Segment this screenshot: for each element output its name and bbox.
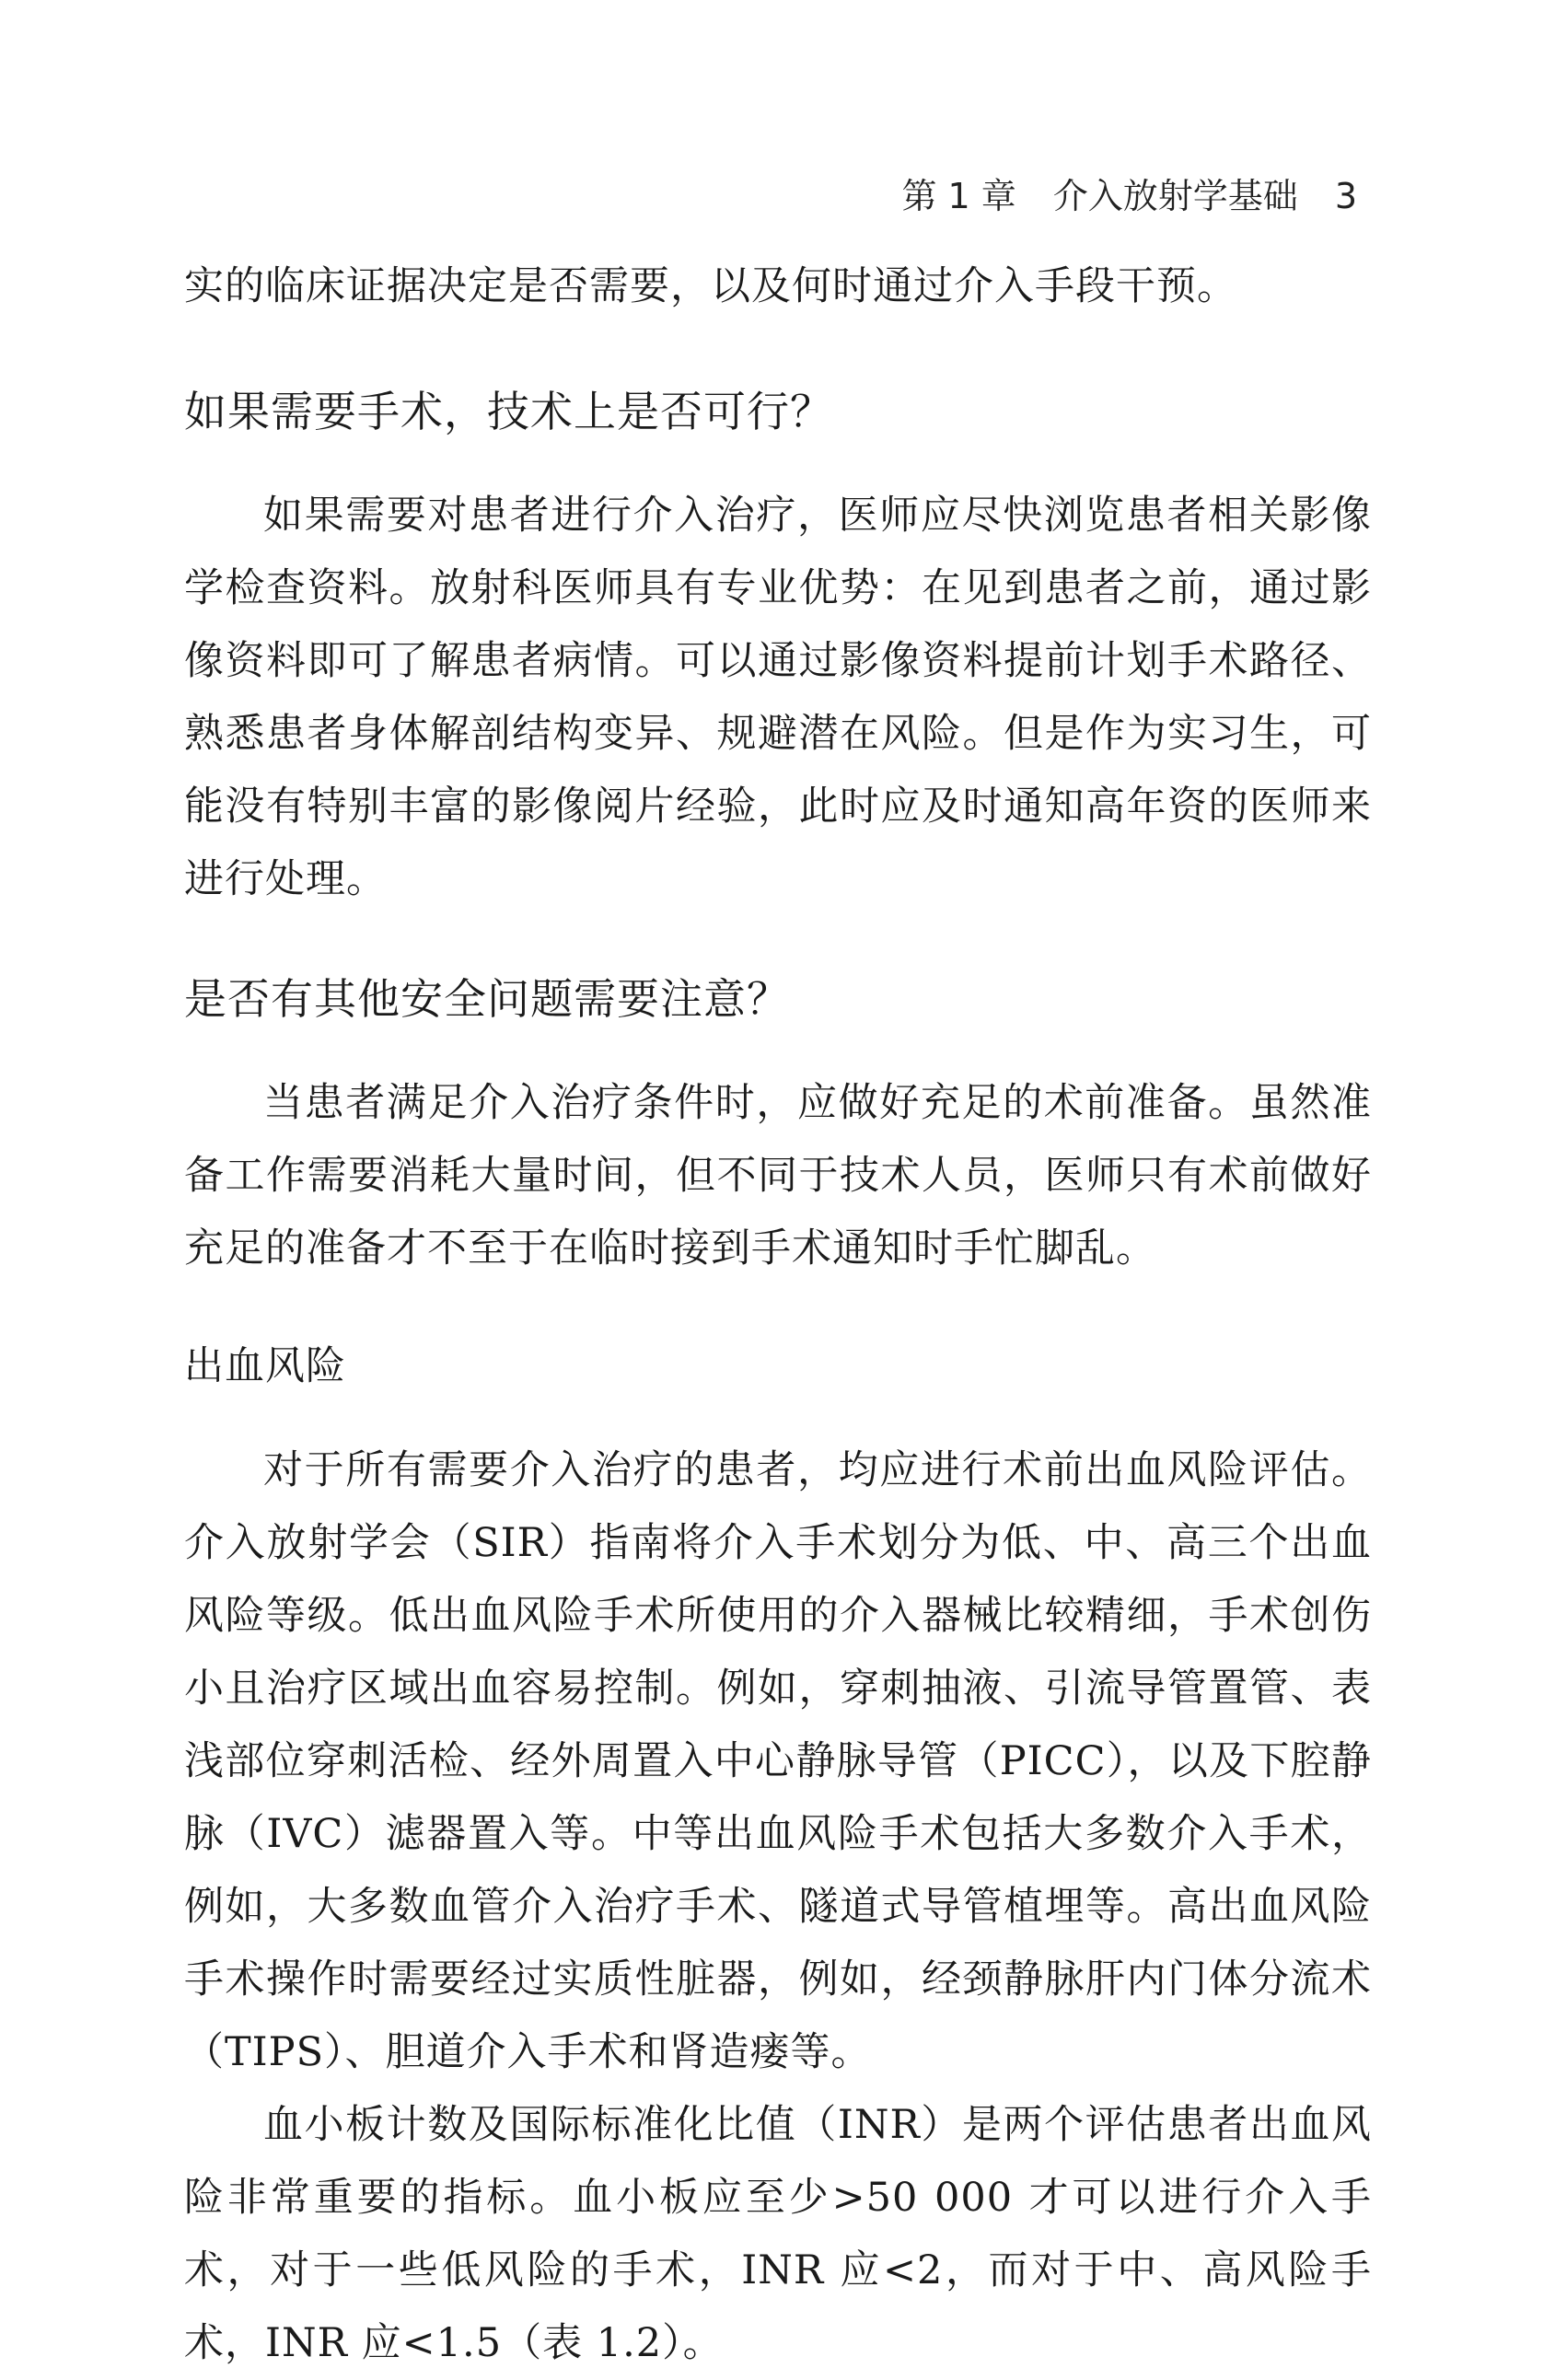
- running-header: [901, 168, 1357, 218]
- chapter-label: 第 1 章: [901, 176, 1016, 216]
- section-heading-surgery-feasibility: 如果需要手术，技术上是否可行？: [184, 387, 833, 436]
- page-body: [184, 250, 1372, 2380]
- paragraph-safety-issues: 当患者满足介入治疗条件时，应做好充足的术前准备。虽然准备工作需要消耗大量时间，但不同于技术人员，医师只有术前做好充足的准备才不至于在临时接到手术通知时手忙脚乱。: [184, 1080, 1372, 1271]
- paragraph-surgery-feasibility: 如果需要对患者进行介入治疗，医师应尽快浏览患者相关影像学检查资料。放射科医师具有专业优势：在见到患者之前，通过影像资料即可了解患者病情。可以通过影像资料提前计划手术路径、熟悉患者身体解剖结构变异、规避潜在风险。但是作为实习生，可能没有特别丰富的影像阅片经验，此时应及时通知高年资的医师来进行处理。: [184, 493, 1372, 902]
- page-number: 3: [1334, 176, 1357, 216]
- paragraph-bleeding-risk-1: 对于所有需要介入治疗的患者，均应进行术前出血风险评估。介入放射学会（SIR）指南将介入手术划分为低、中、高三个出血风险等级。低出血风险手术所使用的介入器械比较精细，手术创伤小且治疗区域出血容易控制。例如，穿刺抽液、引流导管置管、表浅部位穿刺活检、经外周置入中心静脉导管（PICC），以及下腔静脉（IVC）滤器置入等。中等出血风险手术包括大多数介入手术，例如，大多数血管介入治疗手术、隧道式导管植埋等。高出血风险手术操作时需要经过实质性脏器，例如，经颈静脉肝内门体分流术（TIPS）、胆道介入手术和肾造瘘等。: [184, 1447, 1372, 2075]
- paragraph-bleeding-risk-2: 血小板计数及国际标准化比值（INR）是两个评估患者出血风险非常重要的指标。血小板应至少>50 000 才可以进行介入手术，对于一些低风险的手术，INR 应<2，而对于中、高风险手术，INR 应<1.5（表 1.2）。: [184, 2102, 1372, 2366]
- chapter-title: 介入放射学基础: [1052, 176, 1298, 216]
- section-heading-safety-issues: 是否有其他安全问题需要注意？: [184, 974, 790, 1024]
- subsection-heading-bleeding-risk: 出血风险: [184, 1343, 346, 1389]
- paragraph-continued: 实的临床证据决定是否需要，以及何时通过介入手段干预。: [184, 263, 1237, 309]
